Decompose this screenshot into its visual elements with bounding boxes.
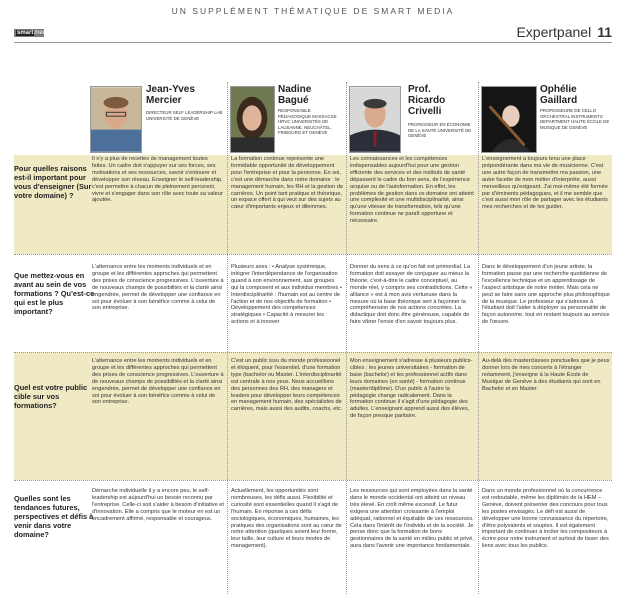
expert-name-gaillard: [540, 84, 577, 106]
answer-bague-q3: C'est un public issu du monde professionnel et éloquent, pour l'essentiel, d'une formation type (bachelor ou Master. L'interdisciplinarité est centrale à nos yeux. Nous accueillons des personnes des RH, des managers et leaders pour développer leurs compétences en management humain, des spécialistes de carrières, mais aussi des audits, coachs, etc.: [231, 358, 343, 413]
question-2: Que mettez-vous en avant au sein de vos formations ? Qu'est-ce qui est le plus important?: [14, 271, 95, 316]
answer-crivelli-q2: Donner du sens à ce qu'on fait est primordial. La formation doit essayer de conjuguer au mieux la théorie, c'est-à-dire le cadre conceptuel, au monde réel, y compris ses contradictions. Cette « alliance » est à mon avis vertueuse dans la mesure où la base théorique sert à façonner la compréhension de nos actions concrètes. La didactique doit donc être généreuse, capable de faire vibrer l'envie d'en savoir toujours plus.: [350, 264, 473, 326]
question-4: Quelles sont les tendances futures, perspectives et défis à venir dans votre domaine?: [14, 494, 94, 539]
expert-first-name: Ricardo: [408, 95, 446, 106]
expert-name-bague: [278, 84, 311, 106]
expert-photo-gaillard: [481, 86, 537, 153]
answer-gaillard-q2: Dans le développement d'un jeune artiste, la formation passe par une recherche quotidienne de l'excellence technique et un apprentissage de l'aspect artistique de notre métier. Mais cela ne peut se faire sans une approche plus philosophique de la musique. Le professeur qui s'adresse à l'étudiant doit l'aider à déployer sa personnalité de façon autonome, tout en restant toujours au service de l'œuvre.: [482, 264, 610, 326]
expert-first-name: Nadine: [278, 84, 312, 95]
page-number: 11: [597, 24, 612, 40]
expert-title: Prof.: [408, 84, 431, 95]
answer-gaillard-q4: Dans un monde professionnel où la concurrence est redoutable, même les diplômés de la HEM – Genève, doivent présenter des concours pour tous les postes envisagés. Le défi est aussi de développer une bonne connaissance du répertoire, d'être polyvalents et souples. Il est également important de continuer à inciter les compositeurs à écrire pour notre instrument et surtout de tisser des liens avec tous les publics.: [482, 488, 609, 550]
expert-photo-crivelli: [349, 86, 401, 153]
row-divider: [14, 254, 612, 255]
expert-role-bague: RESPONSABLE PÉDAGOGIQUE MASSACSS HRVC UNIVERSITÉS DE LAUSANNE, NEUCHÂTEL, FRIBOURG ET GENÈVE: [278, 108, 337, 136]
answer-mercier-q4: Démarche individuelle il y a encore peu, le self-leadership est aujourd'hui un besoin reconnu par l'entreprise. Celle-ci soit s'aider à besoin d'initiative et d'innovation. Elle a compris que le moteur en est un encadrement affirmé, responsable et courageux.: [92, 488, 224, 522]
answer-crivelli-q1: Les connaissances et les compétences indispensables aujourd'hui pour une gestion efficiente des services et des instituts de santé dépassent le cadre du bon sens, de l'expérience acquise ou de l'autoformation. En effet, les problèmes de gestion dans ce domaine ont atteint une complexité et une multidisciplinarité, ainsi qu'une vitesse de transformation, tels qu'une formation continue ne paraît opportune et nécessaire.: [350, 156, 474, 225]
supplement-header: UN SUPPLÉMENT THÉMATIQUE DE SMART MEDIA: [171, 6, 455, 16]
answer-crivelli-q4: Les ressources qui sont employées dans la santé dans le monde occidental ont atteint un niveau très élevé. En croît même excessif. Le futur exigera une attention croissante à l'emploi adéquat, rationnel et équitable de ces ressources. Cela dans l'intérêt de l'individu et de la société. Je pense donc que la formation de bons gestionnaires de la santé en milieu public et privé, aura dans l'avenir une importance fondamentale.: [350, 488, 474, 550]
smart-media-logo: [14, 29, 51, 37]
expert-role-crivelli: PROFESSEUR EN ÉCONOMIE DE LA SANTÉ UNIVERSITÉ DE GENÈVE: [408, 122, 472, 139]
answer-mercier-q2: L'alternance entre les moments individuels et en groupe et les différentes approches qui permettent des prises de conscience progressives. L'ouverture à de nouveaux champs de possibilités et la clarté ainsi engendrée, permet de développer une confiance en soi pour évoluer à son bénéfice comme à celui de son entreprise.: [92, 264, 224, 312]
column-divider: [346, 82, 347, 594]
expert-role-mercier: DIRECTEUR SELF LEADERSHIP LAB UNIVERSITÉ DE GENÈVE: [146, 110, 223, 121]
expert-first-name: Jean-Yves: [146, 84, 195, 95]
expert-last-name: Bagué: [278, 95, 309, 106]
expert-last-name: Mercier: [146, 95, 182, 106]
portrait-placeholder: [231, 87, 274, 152]
expert-name-crivelli: [408, 84, 445, 117]
answer-mercier-q1: Il n'y a plus de recettes de management toutes faites. Un cadre doit s'appuyer sur ses forces, ses motivations et ses ressources, savoir s'entourer et développer son réseau. Enseigner le self-leadership, c'est permettre à chacun de pleinement percevoir, vivre et s'engager dans son rôle avec toute sa valeur ajoutée.: [92, 156, 223, 204]
answer-crivelli-q3: Mon enseignement s'adresse à plusieurs publics-cibles : les jeunes universitaires - formation de base (bachelor) et les professionnel actifs dans leurs domaines (en santé) - formation continue (master/diplôme). D'un public à l'autre la pédagogie change radicalement. Dans la formation continue il s'agit d'une pédagogie des adultes. L'enseignant apprend aussi des élèves, de façon presque paritaire.: [350, 358, 473, 420]
answer-gaillard-q3: Au-delà des masterclasses ponctuelles que je peux donner lors de mes concerts à l'étranger notamment, j'enseigne à la Haute École de Musique de Genève à des étudiants qui sont en Bachelor et en Master.: [482, 358, 610, 392]
header-rule: [14, 42, 612, 43]
portrait-placeholder: [91, 87, 141, 152]
expert-last-name: Crivelli: [408, 106, 442, 117]
column-divider: [227, 82, 228, 594]
question-3: Quel est votre public cible sur vos formations?: [14, 383, 88, 410]
answer-gaillard-q1: L'enseignement a toujours tenu une place prépondérante dans ma vie de musicienne. C'est une autre façon de transmettre ma passion, une autre facette de mon métier d'interprète, aussi merveilleux qu'exigeant. J'ai moi-même été formée par d'éminents pédagogues, et il me semble que c'est aussi mon rôle de partager avec les étudiants mes recherches et de les guider.: [482, 156, 608, 211]
portrait-placeholder: [350, 87, 400, 152]
answer-bague-q4: Actuellement, les opportunités sont nombreuses, les défis aussi. Flexibilité et curiosité sont essentielles quand il s'agit de l'humain. En réponse à ces défis sociologiques, économiques, humaines, les pratiques des organisations sont au cœur de notre attention (quelques soient leur forme, leur taille, leur culture et leurs modes de management).: [231, 488, 342, 550]
expert-name-mercier: [146, 84, 195, 106]
logo-word: media: [34, 30, 51, 36]
answer-bague-q1: La formation continue représente une formidable opportunité de développement pour l'entreprise et pour la personne. En soi, c'est une démarche dans notre domaine : le management humain, les RH et la gestion de carrières. Un point tant pratique et théorique, un espace offert à qui veut sur des sujets au cœur d'importants enjeux et dilemmes.: [231, 156, 343, 211]
expert-photo-bague: [230, 86, 275, 153]
answer-bague-q2: Plusieurs axes : • Analyse systémique, intégrer l'interdépendance de l'organisation quand à son environnement, aux groupes qui la composent et aux individus membres • Interdisciplinarité : l'humain est au centre de l'action et de nos objectifs de formation • Développement des compétences stratégiques • Capacité à mesurer les actions et à innover: [231, 264, 342, 326]
row-divider: [14, 352, 612, 353]
logo-mark: smart: [17, 30, 34, 36]
answer-mercier-q3: L'alternance entre les moments individuels et en groupe et les différentes approches qui permettent des prises de conscience progressives. L'ouverture à de nouveaux champs de possibilités et la clarté ainsi engendrée, permet de développer une confiance en soi pour évoluer à son bénéfice comme à celui de son entreprise.: [92, 358, 224, 406]
section-title: [516, 24, 612, 40]
expert-role-gaillard: PROFESSEURE DE CELLO ORCHESTRAL INSTRUMENTS DEPARTMENT HAUTE ÉCOLE DE MUSIQUE DE GENÈVE: [540, 108, 610, 130]
expert-last-name: Gaillard: [540, 95, 578, 106]
portrait-placeholder: [482, 87, 536, 152]
expert-first-name: Ophélie: [540, 84, 577, 95]
question-1: Pour quelles raisons est-il important pour vous d'enseigner (Sur votre domaine) ?: [14, 164, 92, 200]
section-name: Expertpanel: [516, 24, 592, 40]
row-divider: [14, 480, 612, 481]
column-divider: [478, 82, 479, 594]
expert-photo-mercier: [90, 86, 142, 153]
